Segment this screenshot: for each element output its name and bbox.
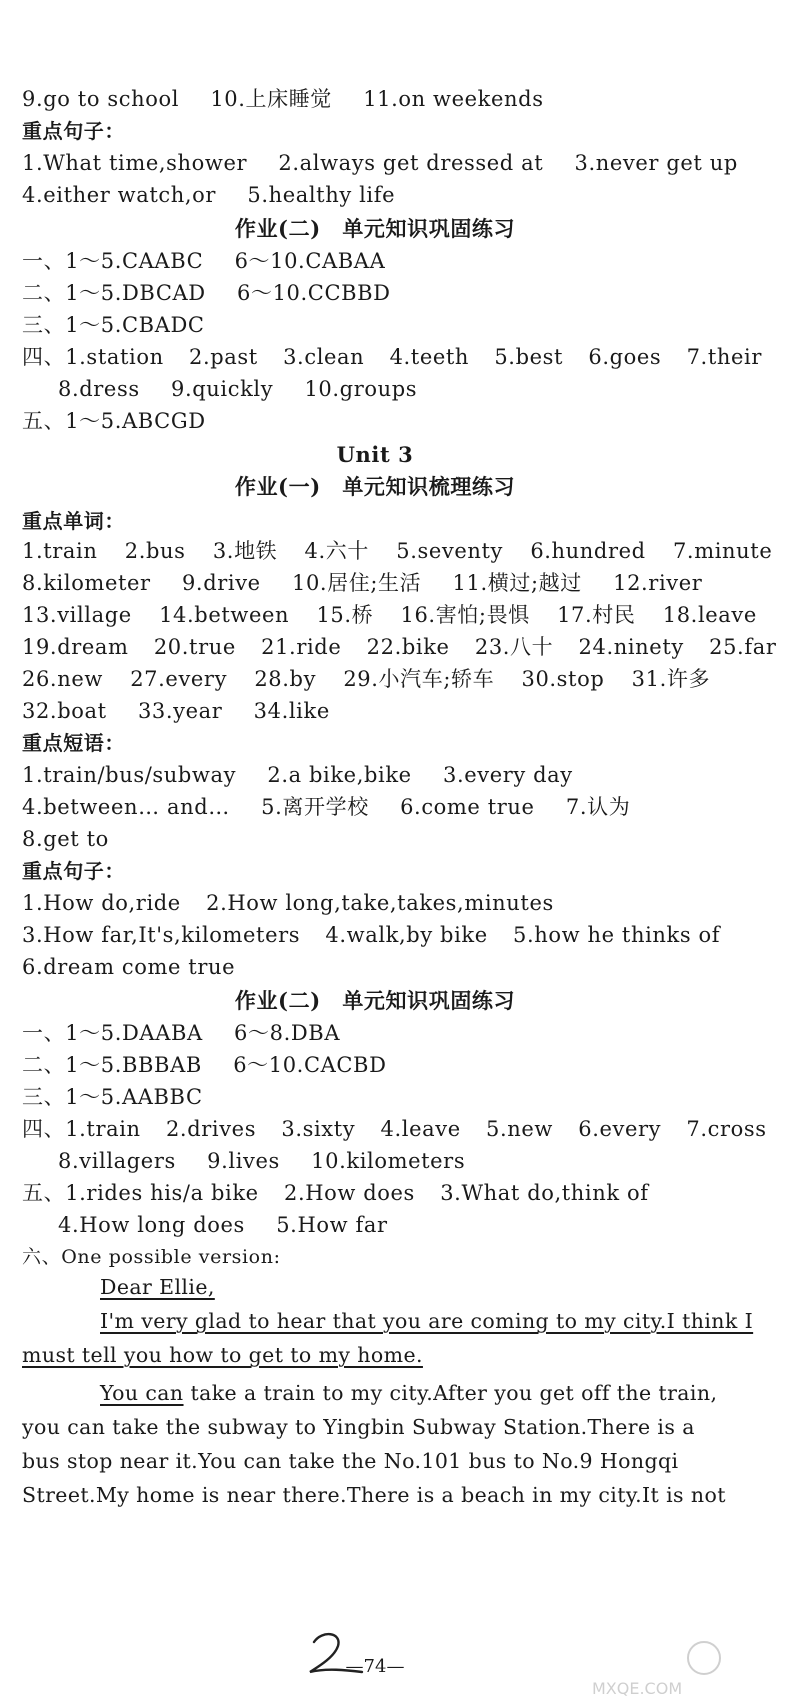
answer-item: 5.best (494, 345, 564, 369)
essay-line (100, 1376, 730, 1410)
answer-row (22, 180, 740, 210)
answer-item: 33.year (137, 699, 223, 723)
answer-item: 6.hundred (530, 539, 646, 563)
section-label: 重点短语： (22, 731, 125, 755)
answer-item: 6.every (578, 1117, 662, 1141)
answer-item: 4.either watch,or (22, 183, 217, 207)
answer-item: 9.lives (207, 1149, 280, 1173)
answer-row (22, 148, 740, 178)
answer-row: 六、One possible version: (22, 1246, 281, 1268)
answer-row (22, 632, 777, 662)
answer-item: 一、1～5.CAABC (22, 249, 204, 273)
answer-item: 五、1～5.ABCGD (22, 409, 206, 433)
salutation-text: Dear Ellie, (100, 1275, 215, 1299)
answer-item: 6～10.CABAA (234, 249, 386, 273)
answer-row (22, 824, 740, 854)
essay-line (22, 1410, 722, 1444)
answer-item: 7.cross (686, 1117, 767, 1141)
answer-row (58, 1210, 740, 1240)
answer-row (22, 664, 740, 694)
answer-row (22, 246, 740, 276)
answer-item: 22.bike (366, 635, 450, 659)
answer-item: 三、1～5.CBADC (22, 313, 205, 337)
answer-item: 11.on weekends (363, 87, 544, 111)
answer-item: 19.dream (22, 635, 129, 659)
answer-item: 4.How long does (58, 1213, 245, 1237)
answer-item: 1.How do,ride (22, 891, 181, 915)
answer-item: 二、1～5.DBCAD (22, 281, 206, 305)
answer-item: 5.how he thinks of (513, 923, 721, 947)
answer-row (22, 84, 740, 114)
answer-item: 8.get to (22, 827, 109, 851)
answer-item: 7.认为 (565, 795, 631, 819)
essay-text: you can take the subway to Yingbin Subway Station.There is a (22, 1415, 695, 1439)
answer-item: 30.stop (521, 667, 605, 691)
answer-item: 二、1～5.BBBAB (22, 1053, 202, 1077)
answer-item: 7.their (686, 345, 762, 369)
answer-item: 2.bus (124, 539, 186, 563)
answer-item: 2.always get dressed at (278, 151, 544, 175)
essay-text: Street.My home is near there.There is a beach in my city.It is not (22, 1483, 726, 1507)
unit-title: Unit 3 (336, 442, 414, 467)
answer-item: 2.How does (284, 1181, 415, 1205)
essay-text: I'm very glad to hear that you are coming to my city.I think I (100, 1309, 754, 1333)
essay-text: bus stop near it.You can take the No.101 bus to No.9 Hongqi (22, 1449, 679, 1473)
page-number: —74— (345, 1656, 405, 1677)
essay-line (22, 1444, 722, 1478)
answer-item: 4.between… and… (22, 795, 230, 819)
answer-item: 28.by (254, 667, 317, 691)
essay-line (100, 1304, 754, 1338)
answer-row (22, 406, 740, 436)
answer-item: 2.drives (165, 1117, 257, 1141)
answer-item: 16.害怕;畏惧 (400, 603, 530, 627)
answer-item: 14.between (159, 603, 290, 627)
answer-item: 四、1.station (22, 345, 164, 369)
answer-row (22, 920, 740, 950)
answer-row (22, 536, 773, 566)
answer-item: 5.How far (276, 1213, 388, 1237)
answer-item: 4.walk,by bike (325, 923, 488, 947)
essay-salutation (100, 1270, 800, 1304)
answer-row (22, 1114, 767, 1144)
answer-row (22, 1082, 740, 1112)
answer-item: 五、1.rides his/a bike (22, 1181, 259, 1205)
watermark-logo-icon (592, 1638, 742, 1698)
answer-item: 10.groups (304, 377, 418, 401)
answer-row (22, 342, 762, 372)
answer-row (22, 1050, 740, 1080)
essay-line (22, 1338, 722, 1372)
section-title: 作业(一) 单元知识梳理练习 (234, 474, 516, 499)
answer-row (22, 952, 740, 982)
answer-row (22, 600, 757, 630)
answer-item: 24.ninety (578, 635, 684, 659)
answer-row (22, 792, 740, 822)
section-label: 重点句子： (22, 859, 125, 883)
answer-item: 2.a bike,bike (267, 763, 412, 787)
answer-item: 1.What time,shower (22, 151, 248, 175)
answer-item: 31.许多 (631, 667, 711, 691)
answer-item: 2.past (188, 345, 258, 369)
answer-item: 5.离开学校 (261, 795, 369, 819)
answer-item: 6.goes (588, 345, 662, 369)
section-title: 作业(二) 单元知识巩固练习 (234, 988, 516, 1013)
answer-item: 32.boat (22, 699, 107, 723)
answer-item: 29.小汽车;轿车 (343, 667, 495, 691)
answer-row (58, 1146, 740, 1176)
answer-item: 4.六十 (304, 539, 369, 563)
answer-row (22, 278, 740, 308)
answer-item: 5.healthy life (247, 183, 396, 207)
section-title: 作业(二) 单元知识巩固练习 (234, 216, 516, 241)
answer-item: 11.横过;越过 (452, 571, 582, 595)
answer-row (22, 888, 740, 918)
answer-item: 8.kilometer (22, 571, 151, 595)
answer-item: 一、1～5.DAABA (22, 1021, 203, 1045)
answer-item: 3.clean (283, 345, 365, 369)
answer-item: 9.go to school (22, 87, 180, 111)
answer-item: 2.How long,take,takes,minutes (206, 891, 554, 915)
essay-text: must tell you how to get to my home. (22, 1343, 423, 1367)
answer-row (58, 374, 740, 404)
answer-item: 6.come true (400, 795, 535, 819)
answer-item: 四、1.train (22, 1117, 141, 1141)
answer-item: 1.train/bus/subway (22, 763, 237, 787)
essay-text: You can (100, 1381, 184, 1405)
answer-item: 18.leave (662, 603, 757, 627)
answer-item: 23.八十 (474, 635, 554, 659)
section-label: 重点句子： (22, 119, 125, 143)
answer-item: 8.villagers (58, 1149, 176, 1173)
answer-item: 21.ride (261, 635, 342, 659)
answer-item: 6～10.CACBD (233, 1053, 387, 1077)
answer-item: 3.never get up (574, 151, 738, 175)
answer-item: 17.村民 (557, 603, 636, 627)
answer-item: 6～10.CCBBD (237, 281, 391, 305)
answer-item: 5.seventy (396, 539, 504, 563)
answer-item: 10.居住;生活 (291, 571, 422, 595)
answer-item: 10.上床睡觉 (210, 87, 332, 111)
answer-item: 5.new (486, 1117, 553, 1141)
answer-item: 3.sixty (281, 1117, 356, 1141)
answer-item: 7.minute (672, 539, 773, 563)
answer-row (22, 568, 740, 598)
answer-item: 1.train (22, 539, 98, 563)
essay-line (22, 1478, 726, 1512)
answer-item: 13.village (22, 603, 132, 627)
answer-row (22, 696, 740, 726)
answer-item: 9.drive (181, 571, 261, 595)
answer-item: 4.leave (380, 1117, 461, 1141)
answer-item: 6.dream come true (22, 955, 236, 979)
answer-item: 3.地铁 (212, 539, 278, 563)
answer-item: 8.dress (58, 377, 140, 401)
answer-item: 27.every (130, 667, 228, 691)
essay-text: take a train to my city.After you get off the train, (183, 1381, 718, 1405)
answer-item: 25.far (709, 635, 777, 659)
section-label: 重点单词： (22, 509, 125, 533)
answer-row (22, 1018, 740, 1048)
answer-item: 6～8.DBA (234, 1021, 341, 1045)
answer-row (22, 310, 740, 340)
answer-item: 20.true (153, 635, 236, 659)
answer-item: 9.quickly (170, 377, 274, 401)
answer-item: 三、1～5.AABBC (22, 1085, 203, 1109)
answer-item: 3.How far,It's,kilometers (22, 923, 301, 947)
answer-row (22, 760, 740, 790)
answer-row (22, 1178, 740, 1208)
answer-item: 15.桥 (316, 603, 374, 627)
answer-item: 34.like (253, 699, 330, 723)
answer-item: 3.What do,think of (440, 1181, 649, 1205)
answer-item: 10.kilometers (311, 1149, 466, 1173)
watermark-text: MXQE.COM (592, 1679, 683, 1698)
answer-item: 26.new (22, 667, 103, 691)
answer-item: 4.teeth (389, 345, 470, 369)
answer-item: 12.river (613, 571, 703, 595)
answer-item: 3.every day (442, 763, 573, 787)
